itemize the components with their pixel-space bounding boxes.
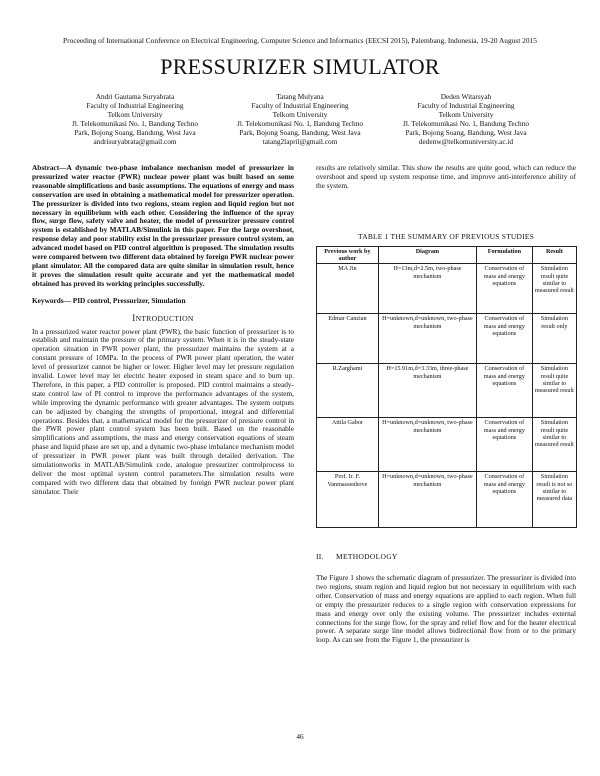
author-dept: Faculty of Industrial Engineering — [251, 100, 349, 110]
introduction-text: In a pressurized water reactor power plant (PWR), the basic function of pressurizer is to establish and maintain the pressure of the primary system. When it is in the steady-state operation situation in PWR power plant, the pressurizer maintains the system at a constant pressure of 10MPa. In the process of PWR power plant operation, the water level of pressurizer cannot be higher or lower. Higher level may let pressure regulation invalid. Lower level may let electric heater exposed in steam space and to burn up. Therefore, in this paper, a PID controller is proposed. PID control maintains a steady-state control law of PI control to improve the performance advantages of the system, while improving the dynamic performance with greater advantages. The system outputs can be adjusted by changing the strengths of proportional, integral and differential operations. Besides that, a mathematical model for the pressurizer of pressure control in the PWR power plant control system has been built. Based on the reasonable simplifications and assumptions, the mass and energy conservation equations of steam phase and liquid phase are set up, and a dynamic two-phase imbalance mechanism model of pressurizer in PWR power plant was built through detailed derivation. The simulationworks in MATLAB/Simulink code, analogue pressurizer controlprocess to deliver the most optimal system control parameters.The simulation results were compared with two different data that obtained by foreign PWR nuclear power plant simulator. Their — [32, 326, 294, 496]
author-univ: Telkom University — [438, 109, 494, 119]
methodology-text: The Figure 1 shows the schematic diagram of pressurizer. The pressurizer is divided into two regions, steam region and liquid region but not necessary in equilibrium with each other. Conservation of mass and energy equations are applied to each region. When full or empty the pressurizer reduces to a single region with conservation expressions for mass and energy over only the existing volume. The pressurizer includes external connections for the surge flow, for the spray and relief flow and for the heater electrical power. A separate surge line model allows bidirectional flow from or to the primary loop. As can see from the Figure 1, the pressurizer is — [316, 573, 576, 645]
author-email: tatang2lapril@gmail.com — [262, 136, 338, 146]
author-addr: Jl. Telekomunikasi No. 1, Bandung Techno — [237, 118, 363, 128]
intro-continued: results are relatively similar. This show the results are quite good, which can reduce the overshoot and speed up system response time, and improve anti-interference ability of the system. — [316, 163, 576, 190]
table-cell: Simulation result is not so similar to measured data — [532, 472, 576, 528]
page-number: 46 — [296, 732, 304, 741]
table-cell: Prof. Ir. F. Vanmassenhove — [317, 472, 379, 528]
table-cell: H=unknown,d=unknown, two-phase mechanism — [378, 314, 476, 364]
left-column — [32, 164, 294, 497]
table-cell: Attila Gabor — [317, 418, 379, 472]
table-header-cell: Formulation — [476, 247, 532, 264]
author-univ: Telkom University — [107, 109, 163, 119]
table-cell: MA Jin — [317, 264, 379, 314]
table-cell: Conservation of mass and energy equations — [476, 264, 532, 314]
table-cell: Simulation result quite similar to measured result — [532, 418, 576, 472]
table-cell: R.Zarghami — [317, 364, 379, 418]
author-email: dedenw@telkomuniversity.ac.id — [418, 136, 514, 146]
table-cell: Conservation of mass and energy equations — [476, 418, 532, 472]
table-cell: H=unknown,d=unknown, two-phase mechanism — [378, 418, 476, 472]
author-email: andrisuryabrata@gmail.com — [93, 136, 177, 146]
section-title: METHODOLOGY — [336, 552, 398, 561]
author-addr: Jl. Telekomunikasi No. 1, Bandung Techno — [72, 118, 198, 128]
author-addr: Park, Bojong Soang, Bandung, West Java — [74, 127, 196, 137]
table-cell: Conservation of mass and energy equations — [476, 472, 532, 528]
table-row — [317, 418, 577, 472]
table-header-row — [317, 247, 577, 264]
table-cell: Edmar Canzian — [317, 314, 379, 364]
section-number: II. — [316, 552, 324, 561]
keywords: Keywords— PID control, Pressurizer, Simulation — [32, 295, 186, 305]
author-block-2 — [205, 93, 395, 146]
author-dept: Faculty of Industrial Engineering — [86, 100, 184, 110]
heading-rest: NTRODUCTION — [135, 313, 194, 323]
author-block-1 — [40, 93, 230, 146]
table-header-cell: Previous work by author — [317, 247, 379, 264]
table-row — [317, 314, 577, 364]
conference-header: Proceeding of International Conference on Electrical Engineering, Computer Science and Informatics (EECSI 2015), Palembang, Indonesia, 19-20 August 2015 — [63, 36, 537, 45]
author-name: Deden Witarsyah — [440, 92, 492, 101]
author-addr: Park, Bojong Soang, Bandung, West Java — [239, 127, 361, 137]
table-caption: TABLE 1 THE SUMMARY OF PREVIOUS STUDIES — [358, 232, 534, 241]
table-cell: Conservation of mass and energy equations — [476, 364, 532, 418]
table-header-cell: Diagram — [378, 247, 476, 264]
table-cell: Simulation result quite similar to measured result — [532, 364, 576, 418]
paper-title: PRESSURIZER SIMULATOR — [160, 54, 440, 79]
table-cell: Conservation of mass and energy equations — [476, 314, 532, 364]
author-addr: Jl. Telekomunikasi No. 1, Bandung Techno — [403, 118, 529, 128]
table-cell: Simulation result only — [532, 314, 576, 364]
table-row — [317, 472, 577, 528]
abstract: Abstract—A dynamic two-phase imbalance mechanism model of pressurizer in pressurized water reactor (PWR) nuclear power plant was built based on some reasonable simplifications and basic assumptions. The equations of energy and mass conservation are used in obtaining a mathematical model for pressurizer operation. The pressurizer is divided into two regions, steam region and liquid region but not necessary in equilibrium with each other. Considering the influence of the spray flow, surge flow, safety valve and heater, the model of pressurizer pressure control system is established by MATLAB/Simulink in this paper. For the large overshoot, response delay and poor stability exist in the pressurizer pressure control system, an advanced model based on PID control algorithm is proposed. The simulation results were compared between two different data obtained by foreign PWR nuclear power plant simulator. All the compared data are quite similar in simulation result, hence it proves the simulation result quite accurate and yet the mathematical model obtained has proved its working principles successfully. — [32, 163, 294, 288]
author-univ: Telkom University — [272, 109, 328, 119]
table-cell: H=13m,d=2.5m, two-phase mechanism — [378, 264, 476, 314]
author-block-3 — [371, 93, 561, 146]
introduction-heading — [32, 314, 294, 324]
table-row — [317, 364, 577, 418]
table-header-cell: Result — [532, 247, 576, 264]
table-row — [317, 264, 577, 314]
author-name: Tatang Mulyana — [276, 92, 324, 101]
heading-initial: I — [132, 312, 136, 323]
table-cell: Simulation result quite similar to measured result — [532, 264, 576, 314]
methodology-heading — [316, 552, 398, 561]
table-cell: H=unknown,d=unknown, two-phase mechanism — [378, 472, 476, 528]
table-cell: H=15.91m,d=3.33m, three-phase mechanism — [378, 364, 476, 418]
summary-table — [316, 246, 577, 528]
author-addr: Park, Bojong Soang, Bandung, West Java — [405, 127, 527, 137]
author-name: Andri Gautama Suryabrata — [95, 92, 175, 101]
author-dept: Faculty of Industrial Engineering — [417, 100, 515, 110]
